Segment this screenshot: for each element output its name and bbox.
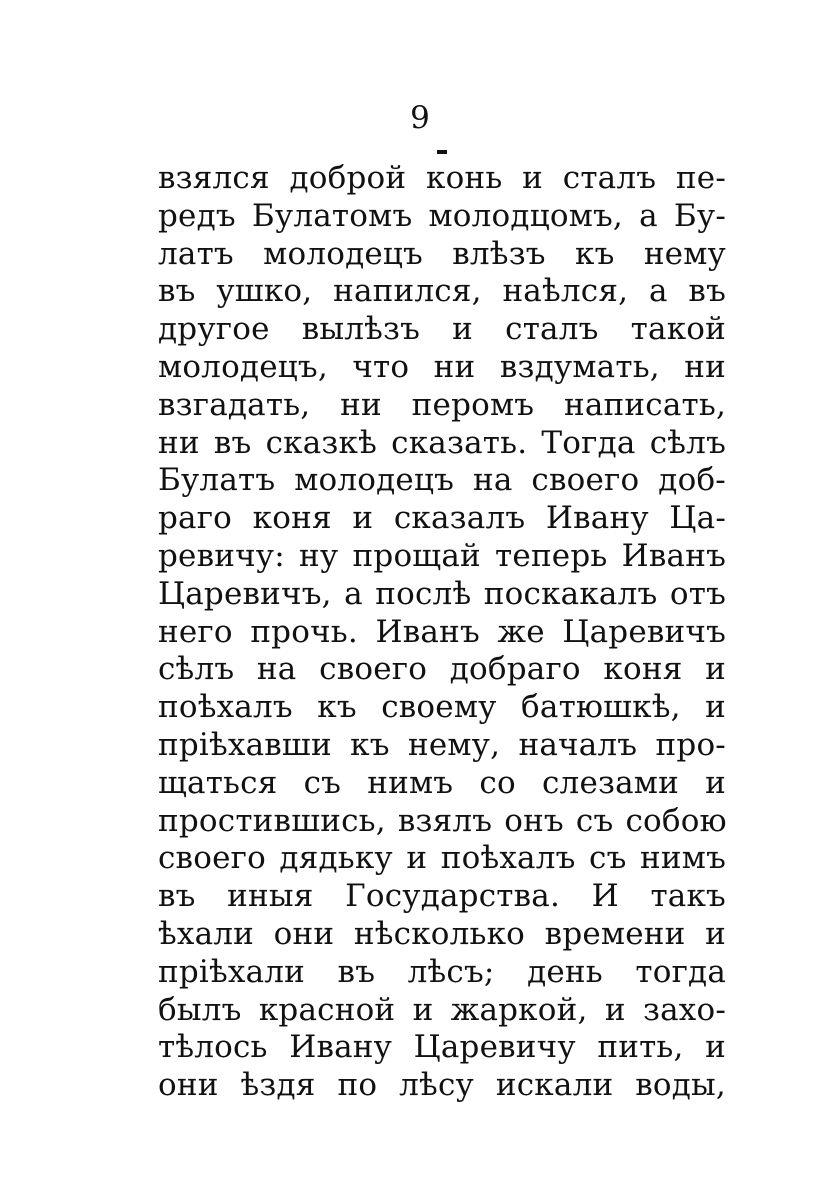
text-line: ревичу: ну прощай теперь Иванъ <box>158 537 726 574</box>
text-line: въ ушко, напился, наѣлся, а въ <box>158 273 726 310</box>
text-line: взялся доброй конь и сталъ пе- <box>158 160 726 196</box>
text-line: простившись, взялъ онъ съ собою <box>158 802 727 839</box>
text-line: Булатъ молодецъ на своего доб- <box>158 462 726 499</box>
text-line: него прочь. Иванъ же Царевичъ <box>158 613 726 650</box>
text-line: Царевичъ, а послѣ поскакалъ отъ <box>158 575 726 612</box>
text-line: взгадать, ни перомъ написать, <box>158 386 726 423</box>
text-line: щаться съ нимъ со слезами и <box>158 764 726 801</box>
text-line: раго коня и сказалъ Ивану Ца- <box>158 500 726 537</box>
page-number-rule <box>437 150 447 154</box>
text-line: былъ красной и жаркой, и захо- <box>158 991 726 1028</box>
text-line: другое вылѣзъ и сталъ такой <box>158 311 726 348</box>
text-line: въ иныя Государства. И такъ <box>158 878 726 915</box>
text-line: они ѣздя по лѣсу искали воды, <box>158 1067 726 1104</box>
text-line: пріѣхавши къ нему, началъ про- <box>158 726 726 763</box>
text-line: своего дядьку и поѣхалъ съ нимъ <box>158 840 726 877</box>
text-line: ѣхали они нѣсколько времени и <box>158 915 726 952</box>
text-line: сѣлъ на своего добраго коня и <box>158 651 726 688</box>
text-line: редъ Булатомъ молодцомъ, а Бу- <box>158 197 726 234</box>
page-number: 9 <box>410 100 430 136</box>
text-line: тѣлось Ивану Царевичу пить, и <box>158 1029 726 1066</box>
text-line: ни въ сказкѣ сказать. Тогда сѣлъ <box>158 424 726 461</box>
body-text <box>158 160 726 1105</box>
text-line: молодецъ, что ни вздумать, ни <box>158 348 726 385</box>
text-line: латъ молодецъ влѣзъ къ нему <box>158 235 726 272</box>
text-line: пріѣхали въ лѣсъ; день тогда <box>158 953 726 990</box>
text-line: поѣхалъ къ своему батюшкѣ, и <box>158 689 726 726</box>
